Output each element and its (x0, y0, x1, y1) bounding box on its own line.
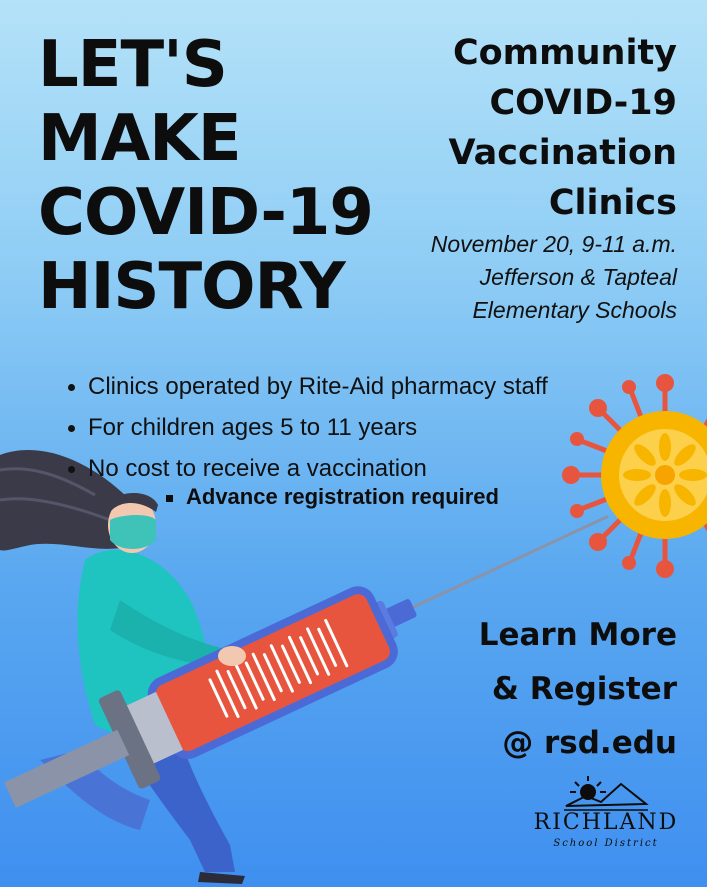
clinic-title-line: Clinics (548, 183, 677, 223)
clinic-title (448, 28, 677, 228)
bullet-item: For children ages 5 to 11 years (66, 407, 548, 448)
face-mask (110, 515, 156, 549)
logo-subtitle: School District (553, 838, 659, 849)
headline-line: MAKE (38, 102, 241, 176)
info-bullets (66, 366, 548, 489)
district-logo (532, 770, 680, 860)
registration-note: Advance registration required (166, 484, 499, 510)
bullet-item: No cost to receive a vaccination (66, 448, 548, 489)
headline-line: LET'S (38, 28, 227, 102)
headline-line: HISTORY (38, 250, 345, 324)
bullet-item: Clinics operated by Rite-Aid pharmacy staff (66, 366, 548, 407)
cta-link[interactable]: @ rsd.edu (502, 725, 677, 761)
cta-line: & Register (491, 671, 677, 707)
clinic-title-line: COVID-19 (489, 83, 677, 123)
headline-line: COVID-19 (38, 176, 373, 250)
clinic-info (431, 228, 677, 327)
clinic-location: Jefferson & Tapteal (479, 264, 677, 290)
logo-name: RICHLAND (533, 810, 679, 835)
clinic-location: Elementary Schools (472, 297, 677, 323)
call-to-action (479, 608, 677, 770)
coronavirus-icon (562, 374, 707, 578)
clinic-title-line: Community (452, 33, 677, 73)
clinic-date: November 20, 9-11 a.m. (430, 231, 677, 257)
headline (38, 28, 373, 324)
cta-line: Learn More (478, 617, 677, 653)
clinic-title-line: Vaccination (448, 133, 677, 173)
